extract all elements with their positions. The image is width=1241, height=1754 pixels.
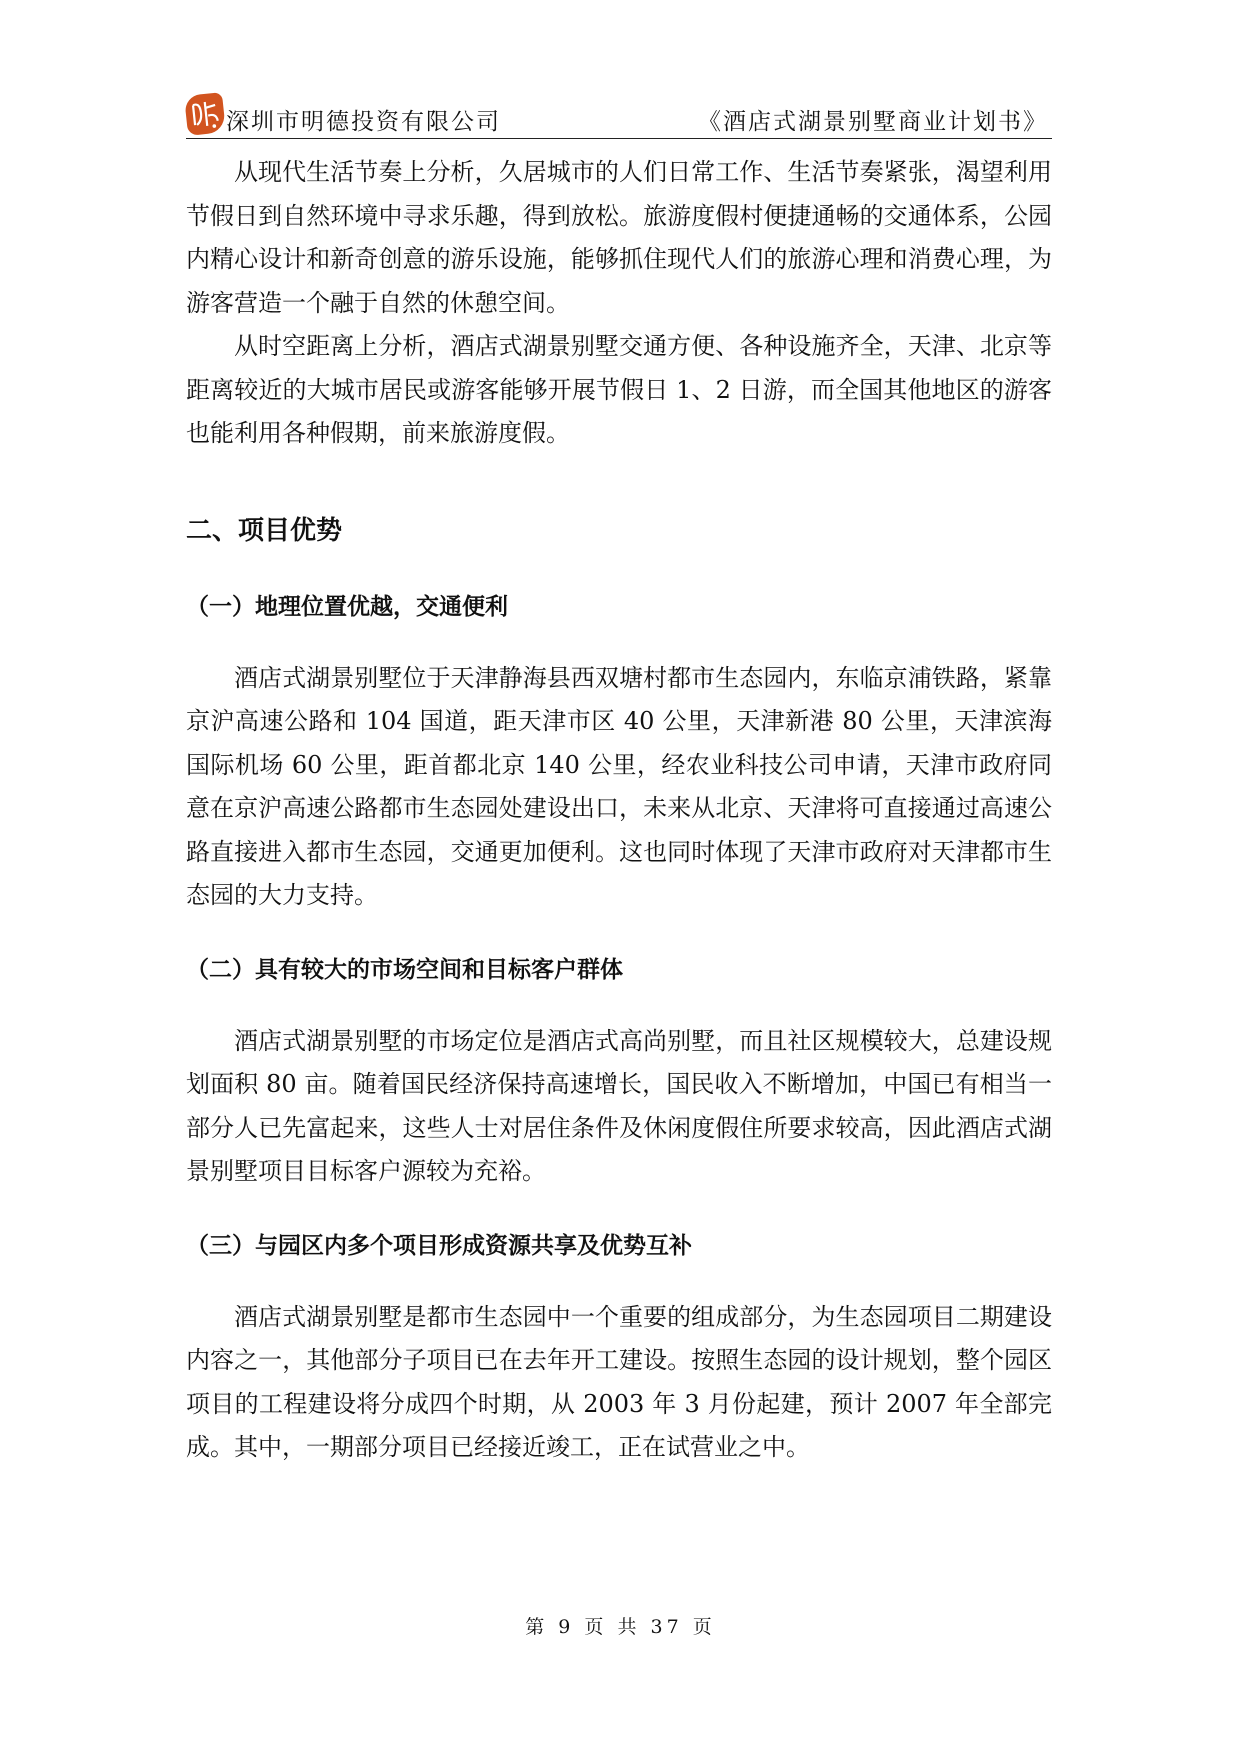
subsection-heading: （二）具有较大的市场空间和目标客户群体 — [186, 956, 623, 983]
subsection-paragraph: 酒店式湖景别墅的市场定位是酒店式高尚别墅，而且社区规模较大，总建设规划面积 80 亩。随着国民经济保持高速增长，国民收入不断增加，中国已有相当一部分人已先富起来，这些人士对居住条件及休闲度假住所要求较高，因此酒店式湖景别墅项目目标客户源较为充裕。 — [186, 1026, 1052, 1185]
seal-mark-icon — [184, 92, 226, 136]
subsection-heading: （三）与园区内多个项目形成资源共享及优势互补 — [186, 1232, 692, 1259]
subsection-heading: （一）地理位置优越，交通便利 — [186, 593, 508, 620]
page-number: 第 9 页 共 37 页 — [525, 1616, 716, 1638]
subsection-paragraph: 酒店式湖景别墅位于天津静海县西双塘村都市生态园内，东临京浦铁路，紧靠京沪高速公路和 104 国道，距天津市区 40 公里，天津新港 80 公里，天津滨海国际机场 60 公里，距首都北京 140 公里，经农业科技公司申请，天津市政府同意在京沪高速公路都市生态园处建设出口，未来从北京、天津将可直接通过高速公路直接进入都市生态园，交通更加便利。这也同时体现了天津市政府对天津都市生态园的大力支持。 — [186, 663, 1052, 909]
subsection-paragraph: 酒店式湖景别墅是都市生态园中一个重要的组成部分，为生态园项目二期建设内容之一，其他部分子项目已在去年开工建设。按照生态园的设计规划，整个园区项目的工程建设将分成四个时期，从 2003 年 3 月份起建，预计 2007 年全部完成。其中，一期部分项目已经接近竣工，正在试营业之中。 — [186, 1302, 1052, 1461]
intro-paragraph: 从现代生活节奏上分析，久居城市的人们日常工作、生活节奏紧张，渴望利用节假日到自然环境中寻求乐趣，得到放松。旅游度假村便捷通畅的交通体系，公园内精心设计和新奇创意的游乐设施，能够抓住现代人们的旅游心理和消费心理，为游客营造一个融于自然的休憩空间。 — [186, 158, 1052, 317]
section-heading: 二、项目优势 — [186, 515, 343, 546]
page-header — [186, 92, 1052, 139]
company-name: 深圳市明德投资有限公司 — [226, 109, 501, 135]
company-seal-logo — [184, 92, 226, 136]
document-title: 《酒店式湖景别墅商业计划书》 — [698, 109, 1048, 135]
page-content — [186, 151, 1052, 1470]
intro-paragraph: 从时空距离上分析，酒店式湖景别墅交通方便、各种设施齐全，天津、北京等距离较近的大城市居民或游客能够开展节假日 1、2 日游，而全国其他地区的游客也能利用各种假期，前来旅游度假。 — [186, 332, 1052, 447]
